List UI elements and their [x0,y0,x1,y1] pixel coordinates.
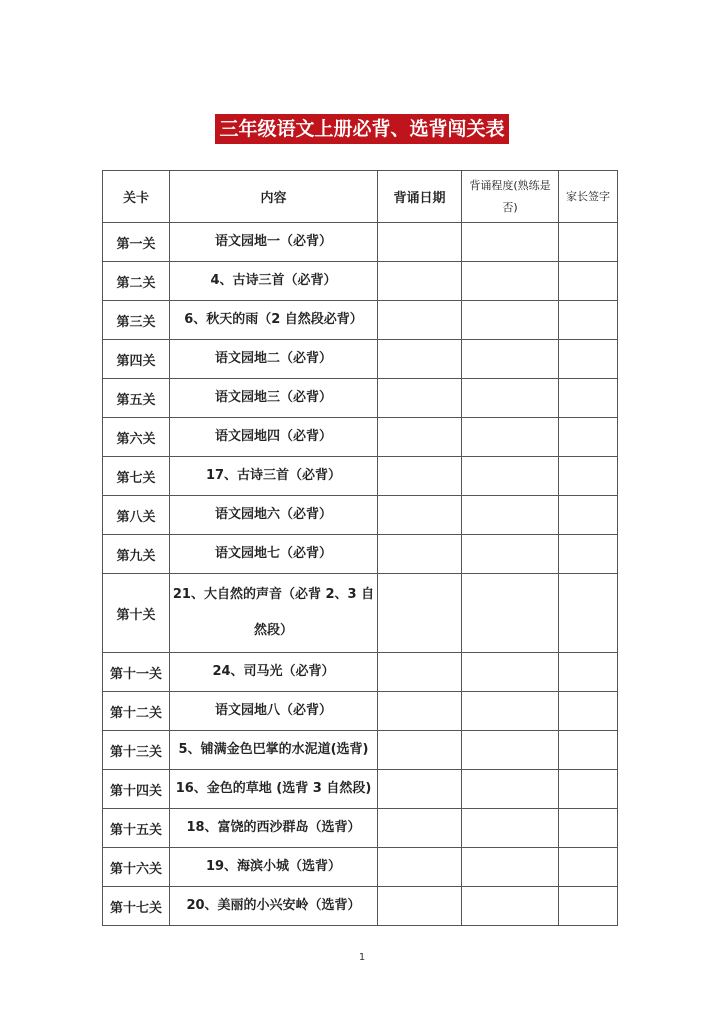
header-date: 背诵日期 [378,171,462,223]
row-proficiency-cell[interactable] [462,301,559,340]
row-date-cell[interactable] [378,653,462,692]
row-content: 语文园地六（必背） [170,496,378,535]
page-number: 1 [358,952,366,963]
row-content: 19、海滨小城（选背） [170,848,378,887]
row-level: 第四关 [103,340,170,379]
row-level: 第九关 [103,535,170,574]
row-content: 语文园地七（必背） [170,535,378,574]
table-row [103,731,618,770]
row-date-cell[interactable] [378,496,462,535]
row-level: 第十关 [103,574,170,653]
row-proficiency-cell[interactable] [462,653,559,692]
table-row [103,887,618,926]
row-proficiency-cell[interactable] [462,223,559,262]
header-signature: 家长签字 [559,171,618,223]
row-proficiency-cell[interactable] [462,340,559,379]
row-signature-cell[interactable] [559,496,618,535]
row-signature-cell[interactable] [559,809,618,848]
row-level: 第十三关 [103,731,170,770]
row-proficiency-cell[interactable] [462,731,559,770]
row-content: 4、古诗三首（必背） [170,262,378,301]
table-row [103,848,618,887]
row-level: 第十二关 [103,692,170,731]
table-header-row [103,171,618,223]
row-signature-cell[interactable] [559,770,618,809]
row-date-cell[interactable] [378,887,462,926]
row-content: 语文园地二（必背） [170,340,378,379]
row-proficiency-cell[interactable] [462,535,559,574]
row-content: 5、铺满金色巴掌的水泥道(选背) [170,731,378,770]
recitation-table [102,170,618,926]
row-date-cell[interactable] [378,457,462,496]
row-content: 语文园地三（必背） [170,379,378,418]
row-level: 第十六关 [103,848,170,887]
table-row [103,379,618,418]
row-signature-cell[interactable] [559,535,618,574]
table-body [103,223,618,926]
table-row [103,770,618,809]
row-date-cell[interactable] [378,848,462,887]
header-proficiency: 背诵程度(熟练是否) [462,171,559,223]
row-content: 6、秋天的雨（2 自然段必背） [170,301,378,340]
row-proficiency-cell[interactable] [462,887,559,926]
row-signature-cell[interactable] [559,887,618,926]
row-level: 第十一关 [103,653,170,692]
row-level: 第十七关 [103,887,170,926]
table-row [103,692,618,731]
row-signature-cell[interactable] [559,731,618,770]
row-signature-cell[interactable] [559,418,618,457]
row-proficiency-cell[interactable] [462,496,559,535]
row-signature-cell[interactable] [559,574,618,653]
page-title: 三年级语文上册必背、选背闯关表 [215,114,508,144]
table-row [103,223,618,262]
row-proficiency-cell[interactable] [462,809,559,848]
row-level: 第三关 [103,301,170,340]
row-signature-cell[interactable] [559,848,618,887]
row-signature-cell[interactable] [559,653,618,692]
row-date-cell[interactable] [378,223,462,262]
row-level: 第一关 [103,223,170,262]
row-signature-cell[interactable] [559,692,618,731]
row-proficiency-cell[interactable] [462,574,559,653]
row-proficiency-cell[interactable] [462,692,559,731]
row-date-cell[interactable] [378,379,462,418]
row-content: 语文园地一（必背） [170,223,378,262]
header-content: 内容 [170,171,378,223]
row-level: 第二关 [103,262,170,301]
title-container [0,114,724,144]
table-row [103,653,618,692]
row-level: 第六关 [103,418,170,457]
row-date-cell[interactable] [378,574,462,653]
table-row [103,535,618,574]
header-level: 关卡 [103,171,170,223]
row-proficiency-cell[interactable] [462,262,559,301]
row-content: 16、金色的草地 (选背 3 自然段) [170,770,378,809]
row-date-cell[interactable] [378,262,462,301]
table-row [103,418,618,457]
row-date-cell[interactable] [378,340,462,379]
row-proficiency-cell[interactable] [462,418,559,457]
row-date-cell[interactable] [378,770,462,809]
row-level: 第八关 [103,496,170,535]
row-level: 第十四关 [103,770,170,809]
row-date-cell[interactable] [378,692,462,731]
row-content: 20、美丽的小兴安岭（选背） [170,887,378,926]
row-content: 17、古诗三首（必背） [170,457,378,496]
table-row [103,809,618,848]
table-row [103,301,618,340]
row-date-cell[interactable] [378,809,462,848]
row-date-cell[interactable] [378,418,462,457]
row-content: 语文园地八（必背） [170,692,378,731]
row-proficiency-cell[interactable] [462,770,559,809]
row-date-cell[interactable] [378,301,462,340]
table-row [103,340,618,379]
table-row [103,574,618,653]
row-level: 第七关 [103,457,170,496]
row-signature-cell[interactable] [559,457,618,496]
row-proficiency-cell[interactable] [462,457,559,496]
row-signature-cell[interactable] [559,262,618,301]
row-proficiency-cell[interactable] [462,379,559,418]
row-content: 24、司马光（必背） [170,653,378,692]
row-level: 第十五关 [103,809,170,848]
table-row [103,496,618,535]
row-content: 语文园地四（必背） [170,418,378,457]
row-date-cell[interactable] [378,731,462,770]
row-proficiency-cell[interactable] [462,848,559,887]
row-signature-cell[interactable] [559,379,618,418]
row-content: 18、富饶的西沙群岛（选背） [170,809,378,848]
row-content: 21、大自然的声音（必背 2、3 自然段） [170,574,378,653]
table-row [103,262,618,301]
row-date-cell[interactable] [378,535,462,574]
table-row [103,457,618,496]
row-signature-cell[interactable] [559,223,618,262]
row-level: 第五关 [103,379,170,418]
row-signature-cell[interactable] [559,301,618,340]
row-signature-cell[interactable] [559,340,618,379]
